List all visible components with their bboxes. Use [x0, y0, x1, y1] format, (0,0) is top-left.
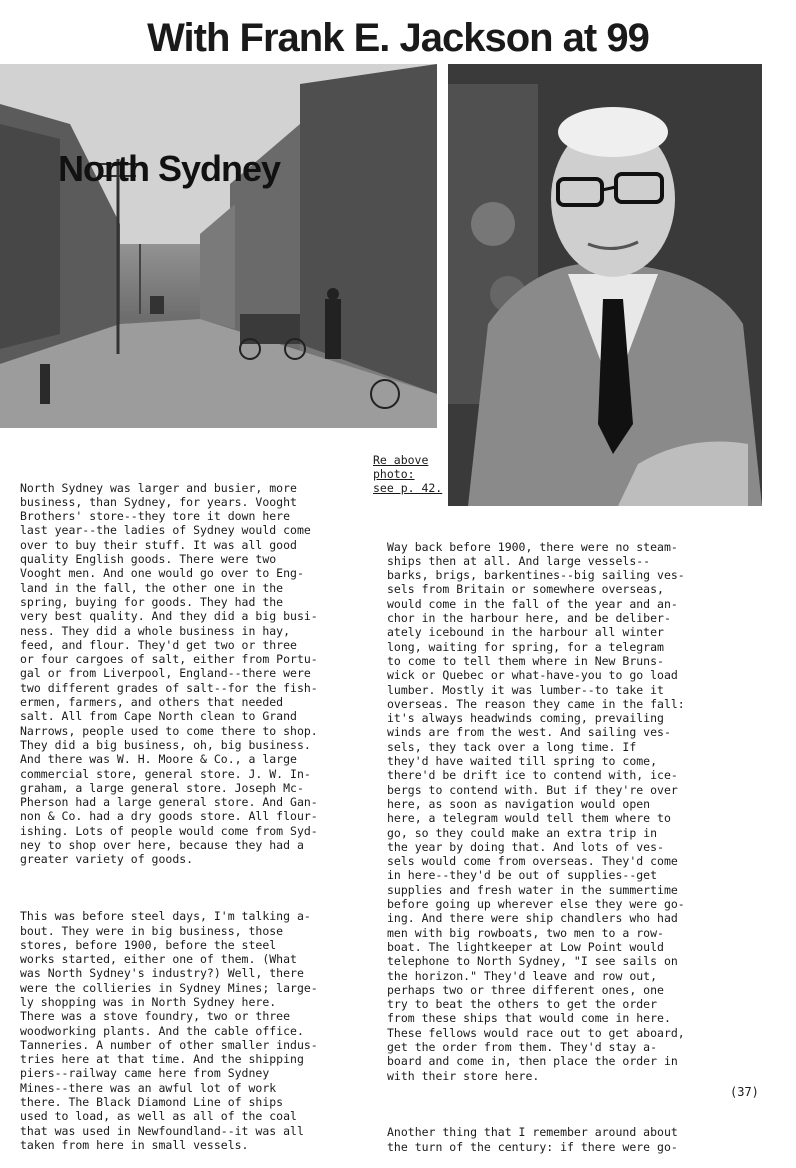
portrait-illustration	[448, 64, 762, 506]
caption-line: photo:	[373, 467, 415, 481]
caption-line: see p. 42.	[373, 481, 443, 495]
portrait-photo	[448, 64, 762, 506]
paragraph: This was before steel days, I'm talking a- bout. They were in big business, those stores, before 1900, before the steel works started, either one of them. (What was North Sydney's industry?) Well, there were the collieries in Sydney Mines; large- ly shopping was in North Sydney here. There was a stove foundry, two or three woodworking plants. And the cable office. Tanneries. A number of other smaller indus- tries here at that time. And the shipping piers--railway came here from Sydney Mines--there was an awful lot of work there. The Black Diamond Line of ships used to load, as well as all of the coal that was used in Newfoundland--it was all taken from here in small vessels.	[20, 909, 318, 1152]
paragraph: North Sydney was larger and busier, more business, than Sydney, for years. Vooght Brothers' store--they tore it down here last year--the ladies of Sydney would come over to buy their stuff. It was all good quality English goods. There were two Vooght men. And one would go over to Eng- land in the fall, the other one in the spring, buying for goods. They had the very best quality. And they did a big busi- ness. They did a whole business in hay, feed, and flour. They'd get two or three or four cargoes of salt, either from Portu- gal or from Liverpool, England--there were two different grades of salt--for the fish- ermen, farmers, and others that needed salt. All from Cape North clean to Grand Narrows, people used to come there to shop. They did a big business, oh, big business. And there was W. H. Moore & Co., a large commercial store, general store. J. W. In- graham, a large general store. Joseph Mc- Pherson had a large general store. And Gan- non & Co. had a dry goods store. All flour- ishing. Lots of people would come from Syd- ney to shop over here, because they had a greater variety of goods.	[20, 480, 318, 867]
left-column	[20, 452, 318, 1167]
paragraph: Way back before 1900, there were no steam- ships then at all. And large vessels-- barks, brigs, barkentines--big sailing ves- sels from Britain or somewhere overseas, would come in the fall of the year and an- chor in the harbour here, and be deliber- ately icebound in the harbour all winter long, waiting for spring, for a telegram to come to tell them where in New Bruns- wick or Quebec or what-have-you to go load lumber. Mostly it was lumber--to take it overseas. The reason they came in the fall: it's always headwinds coming, prevailing winds are from the west. And sailing ves- sels, they tack over a long time. If they'd have waited till spring to come, there'd be drift ice to contend with, ice- bergs to contend with. But if they're over here, as soon as navigation would open here, a telegram would tell them where to go, so they could make an extra trip in the year by doing that. And lots of ves- sels would come from overseas. They'd come in here--they'd be out of supplies--get supplies and fresh water in the summertime before going up wherever else they were go- ing. And there were ship chandlers who had men with big rowboats, two men to a row- boat. The lightkeeper at Low Point would telephone to North Sydney, "I see sails on the horizon." They'd leave and row out, perhaps two or three different ones, one try to beat the others to get the order from these ships that would come in here. These fellows would race out to get aboard, get the order from them. They'd stay a- board and come in, then place the order in with their store here.	[387, 539, 685, 1083]
street-scene-illustration	[0, 64, 437, 428]
page-headline: With Frank E. Jackson at 99	[147, 16, 649, 60]
photo-title: North Sydney	[58, 148, 281, 189]
page-number: (37)	[730, 1085, 759, 1099]
street-photo	[0, 64, 437, 428]
photo-caption-note	[373, 453, 445, 495]
right-column	[387, 511, 685, 1168]
paragraph: Another thing that I remember around about the turn of the century: if there were go-	[387, 1125, 678, 1154]
caption-line: Re above	[373, 453, 429, 467]
